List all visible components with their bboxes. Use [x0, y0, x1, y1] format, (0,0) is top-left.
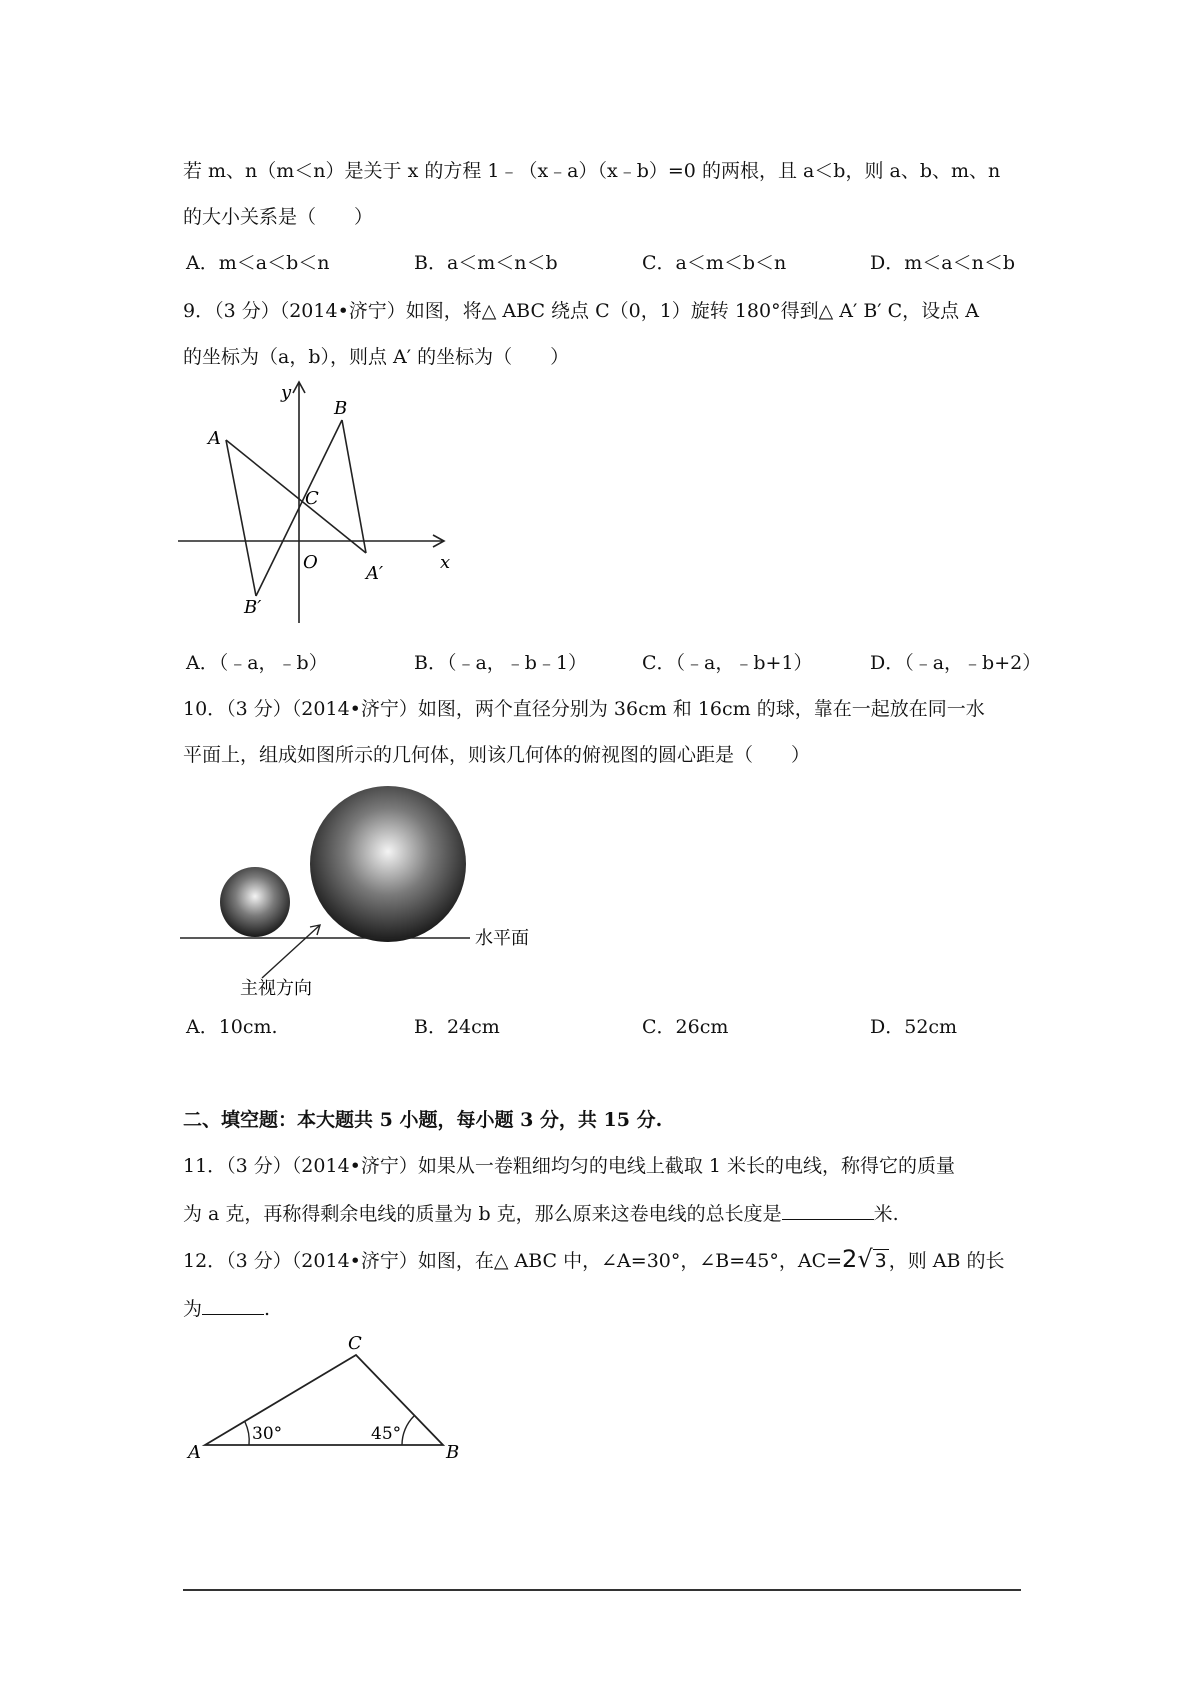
label-B: B	[334, 398, 348, 419]
q9-rotation-figure	[178, 378, 458, 628]
q11-text-line2	[183, 1199, 899, 1227]
page-footer-divider	[183, 1589, 1021, 1591]
q12-sqrt-coef: 2	[842, 1245, 858, 1273]
label-view-direction: 主视方向	[240, 978, 312, 999]
label-A: A	[208, 428, 221, 449]
q9-text-line2: 的坐标为（a，b），则点 A′ 的坐标为（ ）	[183, 346, 570, 368]
label-y: y	[281, 382, 292, 403]
segment-BA-prime	[342, 420, 366, 553]
q11-text-line1: 11．（3 分）（2014•济宁）如果从一卷粗细均匀的电线上截取 1 米长的电线，称得它的质量	[183, 1155, 956, 1177]
q12-text-before-value: 12．（3 分）（2014•济宁）如图，在△ ABC 中，∠A=30°，∠B=45°，AC=	[183, 1250, 843, 1272]
large-sphere	[310, 786, 466, 942]
q8-option-d: D．m＜a＜n＜b	[870, 252, 1015, 274]
triangle-abc	[205, 1355, 443, 1445]
q9-option-c: C．（﹣a，﹣b+1）	[642, 652, 813, 674]
q9-option-b: B．（﹣a，﹣b﹣1）	[414, 652, 588, 674]
q10-option-d: D．52cm	[870, 1016, 958, 1038]
q10-spheres-figure	[180, 785, 560, 1000]
q8-options	[186, 250, 1166, 276]
label-angle-B: 45°	[371, 1424, 402, 1444]
q8-text-line2: 的大小关系是（ ）	[183, 206, 374, 228]
q12-triangle-figure	[180, 1333, 480, 1473]
label-A-prime: A′	[366, 563, 384, 584]
segment-AB-prime	[226, 440, 256, 596]
label-x: x	[440, 552, 451, 573]
q12-text-line2	[183, 1294, 270, 1322]
q10-option-a: A．10cm.	[186, 1016, 278, 1038]
q10-text-line1: 10．（3 分）（2014•济宁）如图，两个直径分别为 36cm 和 16cm 的球，靠在一起放在同一水	[183, 698, 985, 720]
label-C: C	[348, 1333, 362, 1354]
q12-text-after-blank: .	[264, 1298, 271, 1320]
q9-text-line1: 9．（3 分）（2014•济宁）如图，将△ ABC 绕点 C（0，1）旋转 180°得到△ A′ B′ C，设点 A	[183, 300, 979, 322]
label-C: C	[305, 488, 319, 509]
q12-answer-blank	[202, 1294, 264, 1315]
label-angle-A: 30°	[252, 1424, 283, 1444]
segment-AA-prime	[226, 440, 366, 553]
label-O: O	[303, 552, 318, 573]
q11-text-after-blank: 米.	[873, 1203, 899, 1225]
q11-text-before-blank: 为 a 克，再称得剩余电线的质量为 b 克，那么原来这卷电线的总长度是	[183, 1203, 782, 1225]
q12-text-before-blank: 为	[183, 1298, 203, 1320]
q12-sqrt-radicand: 3	[874, 1250, 887, 1272]
q8-option-c: C．a＜m＜b＜n	[642, 252, 787, 274]
q9-options	[186, 650, 1166, 676]
q8-text-line1: 若 m、n（m＜n）是关于 x 的方程 1﹣（x﹣a）（x﹣b）=0 的两根，且 a＜b，则 a、b、m、n	[183, 160, 1001, 182]
small-sphere	[220, 867, 290, 937]
angle-A-arc	[245, 1422, 249, 1445]
label-A: A	[188, 1442, 201, 1463]
q12-text-line1	[183, 1246, 1004, 1274]
section-fill-in-title: 二、填空题：本大题共 5 小题，每小题 3 分，共 15 分.	[183, 1109, 663, 1131]
q10-text-line2: 平面上，组成如图所示的几何体，则该几何体的俯视图的圆心距是（ ）	[183, 744, 811, 766]
q12-sqrt-value: 2√ 3	[842, 1245, 887, 1273]
q11-answer-blank	[782, 1199, 874, 1220]
q8-option-b: B．a＜m＜n＜b	[414, 252, 558, 274]
q8-option-a: A．m＜a＜b＜n	[186, 252, 330, 274]
q10-option-c: C．26cm	[642, 1016, 729, 1038]
angle-B-arc	[402, 1416, 414, 1445]
q12-text-after-value: ，则 AB 的长	[888, 1250, 1005, 1272]
q10-option-b: B．24cm	[414, 1016, 500, 1038]
label-B-prime: B′	[244, 597, 262, 618]
q10-options	[186, 1014, 1166, 1040]
q9-option-a: A．（﹣a，﹣b）	[186, 652, 328, 674]
label-horizontal-plane: 水平面	[475, 928, 529, 949]
label-B: B	[446, 1442, 460, 1463]
q9-option-d: D．（﹣a，﹣b+2）	[870, 652, 1042, 674]
